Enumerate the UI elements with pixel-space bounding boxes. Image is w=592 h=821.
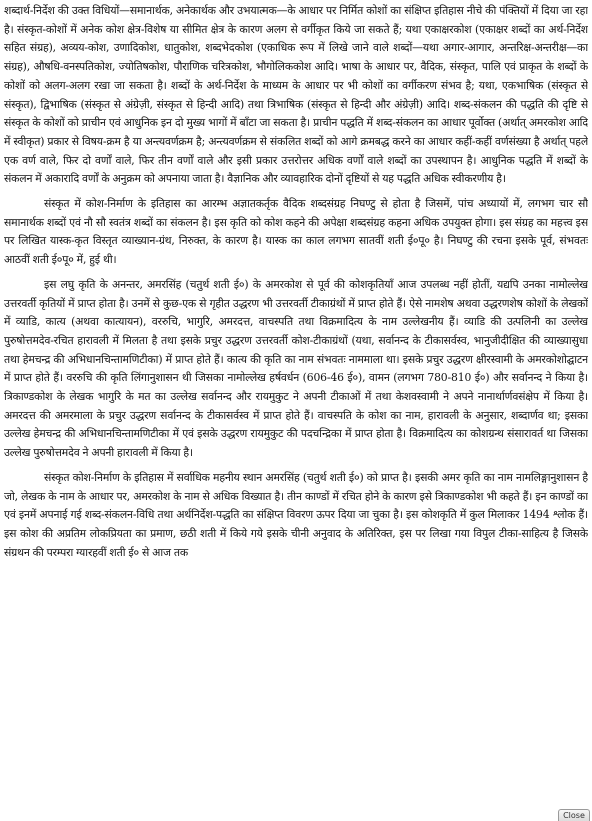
document-page — [4, 2, 588, 819]
paragraph-nighantu: संस्कृत में कोश-निर्माण के इतिहास का आरम्भ अज्ञातकर्तृक वैदिक शब्दसंग्रह निघण्टु से होता है जिसमें, पांच अध्यायों में, लगभग चार सौ समानार्थक शब्दों एवं नौ सौ स्वतंत्र शब्दों का संकलन है। इस कृति को कोश कहने की अपेक्षा शब्दसंग्रह कहना अधिक उपयुक्त होगा। इस संग्रह का महत्त्व इस पर लिखित यास्क-कृत विस्तृत व्याख्यान-ग्रंथ, निरुक्त, के कारण है। यास्क का काल लगभग सातवीं शती ई०पू० है। निघण्टु की रचना इसके पूर्व, संभवतः आठवीं शती ई०पू० में, हुई थी। — [4, 197, 588, 267]
paragraph-kosh-classification: शब्दार्थ-निर्देश की उक्त विधियों—समानार्थक, अनेकार्थक और उभयात्मक—के आधार पर निर्मित कोशों का संक्षिप्त इतिहास नीचे की पंक्तियों में दिया जा रहा है। संस्कृत-कोशों में अनेक कोश क्षेत्र-विशेष या सीमित क्षेत्र के कारण अलग से वर्गीकृत किये जा सकते हैं; यथा एकाक्षरकोश (एकाक्षर शब्दों का अर्थ-निर्देश सहित संग्रह), अव्यय-कोश, उणादिकोश, धातुकोश, शब्दभेदकोश (एकाधिक रूप में लिखे जाने वाले शब्दों—यथा अगार-आगार, अन्तरिक्ष-अन्तरीक्ष—का संग्रह), औषधि-वनस्पतिकोश, ज्योतिषकोश, पौराणिक चरित्रकोश, भौगोलिककोश आदि। भाषा के आधार पर, वैदिक, संस्कृत, पालि एवं प्राकृत के शब्दों के कोशों को अलग-अलग रखा जा सकता है। शब्दों के अर्थ-निर्देश के माध्यम के आधार पर भी कोशों का वर्गीकरण संभव है; यथा, एकभाषिक (संस्कृत से संस्कृत), द्विभाषिक (संस्कृत से अंग्रेज़ी, संस्कृत से हिन्दी आदि) तथा त्रिभाषिक (संस्कृत से हिन्दी और अंग्रेज़ी) आदि। शब्द-संकलन की पद्धति की दृष्टि से संस्कृत के कोशों को प्राचीन एवं आधुनिक इन दो मुख्य भागों में बाँटा जा सकता है। प्राचीन पद्धति में शब्द-संकलन का आधार पूर्वोक्त (अर्थात् अमरकोश आदि में स्वीकृत) प्रकार से विषय-क्रम है या अन्त्यवर्णक्रम है; अन्त्यवर्णक्रम से संकलित शब्दों को आगे क्रमबद्ध करने का आधार कहीं-कहीं वर्णसंख्या है अर्थात् पहले एक वर्ण वाले, फिर दो वर्णों वाले, फिर तीन वर्णों वाले और इसी प्रकार उत्तरोत्तर अधिक वर्णों वाले शब्दों का उपस्थापन है। आधुनिक पद्धति में शब्दों के संकलन में अकारादि वर्णों के अनुक्रम को अपनाया जाता है। वैज्ञानिक और व्यावहारिक दोनों दृष्टियों से यह पद्धति अधिक स्वीकरणीय है। — [4, 4, 588, 186]
paragraph-amarakosha: संस्कृत कोश-निर्माण के इतिहास में सर्वाधिक महनीय स्थान अमरसिंह (चतुर्थ शती ई०) को प्राप्त है। इसकी अमर कृति का नाम नामलिङ्गानुशासन है जो, लेखक के नाम के आधार पर, अमरकोश के नाम से अधिक विख्यात है। तीन काण्डों में रचित होने के कारण इसे त्रिकाण्डकोश भी कहते हैं। इन काण्डों का एवं इनमें अपनाई गई शब्द-संकलन-विधि तथा अर्थनिर्देश-पद्धति का संक्षिप्त विवरण ऊपर दिया जा चुका है। इस कोशकृति में कुल मिलाकर 1494 श्लोक हैं। इस कोश की अप्रतिम लोकप्रियता का प्रमाण, छठी शती में किये गये इसके चीनी अनुवाद के अतिरिक्त, इस पर लिखा गया विपुल टीका-साहित्य है जिसके संग्रथन की परम्परा ग्यारहवीं शती ई० से आज तक — [4, 470, 588, 559]
close-button[interactable]: Close — [558, 809, 590, 821]
paragraph-early-lexicons: इस लघु कृति के अनन्तर, अमरसिंह (चतुर्थ शती ई०) के अमरकोश से पूर्व की कोशकृतियाँ आज उपलब्ध नहीं होतीं, यद्यपि उनका नामोल्लेख उत्तरवर्ती कृतियों में प्राप्त होता है। उनमें से कुछ-एक से गृहीत उद्धरण भी उत्तरवर्ती टीकाग्रंथों में प्राप्त होते हैं। ऐसे नामशेष अथवा उद्धरणशेष कोशों के लेखकों में व्याडि, कात्य (अथवा कात्यायन), वररुचि, भागुरि, अमरदत्त, वाचस्पति तथा विक्रमादित्य के नाम उल्लेखनीय हैं। व्याडि की उत्पलिनी का उल्लेख पुरुषोत्तमदेव-रचित हारावली में मिलता है तथा इसके प्रचुर उद्धरण उत्तरवर्ती कोश-टीकाग्रंथों (यथा, सर्वानन्द के टीकासर्वस्व, भानुजीदीक्षित की व्याख्यासुधा तथा हेमचन्द्र की अभिधानचिन्तामणिटीका) में प्राप्त होते हैं। कात्य की कृति का नाम संभवतः नाममाला था। इसके प्रचुर उद्धरण क्षीरस्वामी के अमरकोशोद्घाटन में प्राप्त होते हैं। वररुचि की कृति लिंगानुशासन थी जिसका नामोल्लेख हर्षवर्धन (606-46 ई०), वामन (लगभग 780-810 ई०) और सर्वानन्द ने किया है। त्रिकाण्डकोश के लेखक भागुरि के मत का उल्लेख सर्वानन्द और रायमुकुट ने अपनी टीकाओं में तथा केशवस्वामी ने अपने नानार्थार्णवसंक्षेप में किया है। अमरदत्त की अमरमाला के प्रचुर उद्धरण सर्वानन्द के टीकासर्वस्व में प्राप्त होते हैं। वाचस्पति के कोश का नाम, हारावली के अनुसार, शब्दार्णव था; इसका उल्लेख हेमचन्द्र की अभिधानचिन्तामणिटीका में एवं इसके उद्धरण रायमुकुट की पदचन्द्रिका में प्राप्त होता है। विक्रमादित्य का कोशग्रन्थ संसारावर्त था जिसका उल्लेख पुरुषोत्तमदेव ने अपनी हारावली में किया है। — [4, 277, 588, 460]
